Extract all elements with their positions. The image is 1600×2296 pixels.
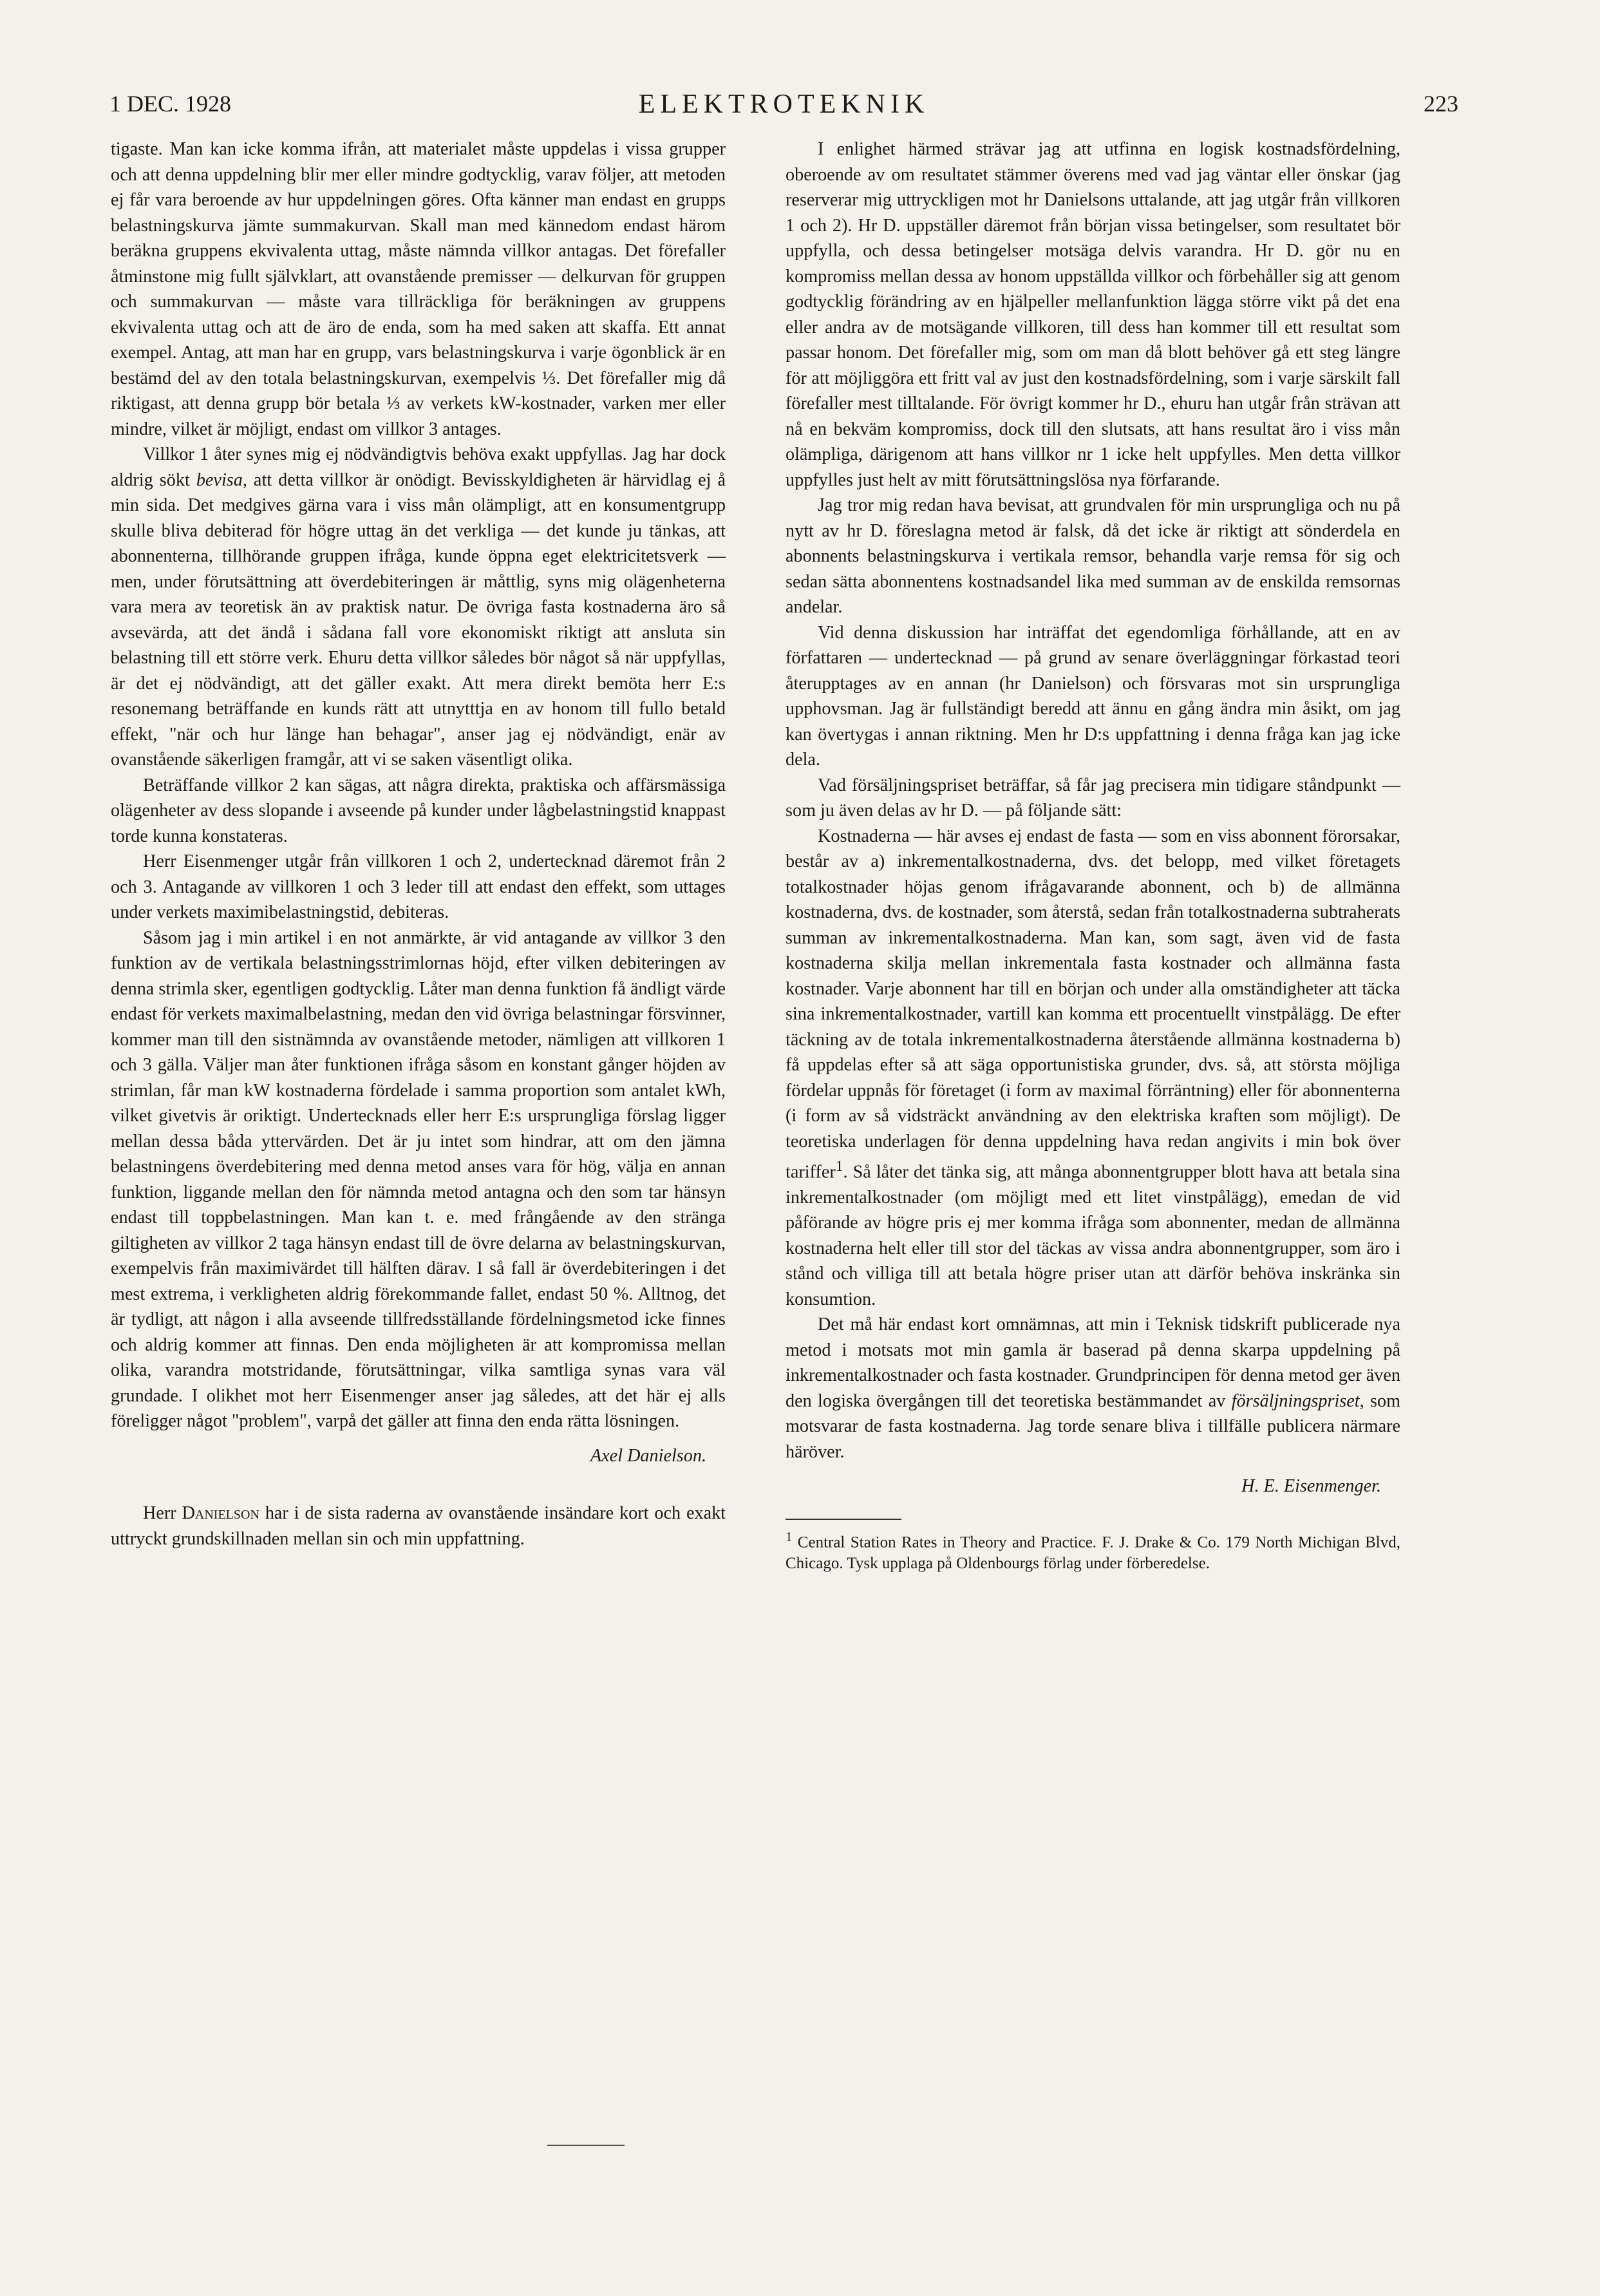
paragraph: [111, 442, 726, 773]
text-run: . Så låter det tänka sig, att många abonnentgrupper blott hava att betala sina inkrementalkostnader (om möjligt med ett litet vinstpålägg), emedan de vid påförande av högre pris ej mer komma ifråga som abonnenter, medan de allmänna kostnaderna helt eller till stor del täckas av vissa andra abonnentgrupper, som äro i stånd och villiga till att betala högre priser utan att därför behöva inskränka sin konsumtion.: [786, 1162, 1400, 1309]
paragraph: [111, 1501, 726, 1551]
footnote: [786, 1526, 1400, 1574]
text-run: Herr: [143, 1503, 182, 1523]
text-run: , som motsvarar de fasta kostnaderna. Jag torde senare bliva i tillfälle publicera närmare häröver.: [786, 1390, 1400, 1462]
text-run: Det må här endast kort omnämnas, att min i Teknisk tidskrift publicerade nya metod i motsats mot min gamla är baserad på denna skarpa uppdelning på inkrementalkostnader och fasta kostnader. Grundprincipen för denna metod ger även den logiska övergången till det teoretiska bestämmandet av: [786, 1314, 1400, 1411]
text-run: , att detta villkor är onödigt. Bevisskyldigheten är härvidlag ej å min sida. Det medgives gärna vara i viss mån olämpligt, att en konsumentgrupp skulle bliva debiterad för högre uttag än det verkliga — det kunde ju tänkas, att abonnenterna, tillhörande gruppen ifråga, kunde öppna eget elektricitetsverk — men, under förutsättning att överdebiteringen är måttlig, syns mig olägenheterna vara mera av teoretisk än av praktisk natur. De övriga fasta kostnaderna äro så avsevärda, att det ändå i sådana fall vore ekonomiskt riktigt att ansluta sin belastning till ett större verk. Ehuru detta villkor således bör något så när uppfyllas, är det ej nödvändigt, att det gäller exakt. Att mera direkt bemöta herr E:s resonemang beträffande en kunds rätt att utnytttja en av honom till fullo betald effekt, "när och hur länge han behagar", anser jag ej nödvändigt, enär av ovanstående säkerligen framgår, att vi se saken väsentligt olika.: [111, 470, 726, 770]
footnote-text: Central Station Rates in Theory and Practice. F. J. Drake & Co. 179 North Michigan Blvd, Chicago. Tysk upplaga på Oldenbourgs förlag under förberedelse.: [786, 1533, 1400, 1573]
paragraph: Herr Eisenmenger utgår från villkoren 1 och 2, undertecknad däremot från 2 och 3. Antagande av villkoren 1 och 3 leder till att endast den effekt, som uttages under verkets maximibelastningstid, debiteras.: [111, 851, 726, 922]
author-name: Danielson: [182, 1503, 259, 1523]
paragraph: [786, 824, 1400, 1313]
footnote-divider: [786, 1519, 901, 1520]
left-column: [111, 137, 726, 1551]
text-run: Kostnaderna — här avses ej endast de fasta — som en viss abonnent förorsakar, består av a) inkrementalkostnaderna, dvs. det belopp, med vilket företagets totalkostnader höjas genom ifrågavarande abonnent, och b) de allmänna kostnaderna, dvs. de kostnader, som återstå, sedan från totalkostnaderna subtraherats summan av inkrementalkostnaderna. Man kan, som sagt, även vid de fasta kostnaderna skilja mellan inkrementala fasta kostnader och allmänna fasta kostnader. Varje abonnent har till en början och under alla omständigheter att täcka sina inkrementalkostnader, vartill kan komma ett procentuellt vinstpålägg. De efter täckning av de totala inkrementalkostnaderna återstående allmänna kostnaderna b) få uppdelas efter så att säga opportunistiska grunder, dvs. så, att största möjliga fördelar uppnås för företaget (i form av maximal förräntning) eller för abonnenterna (i form av så vidsträckt användning av den elektriska kraften som möjligt). De teoretiska underlagen för denna uppdelning hava redan angivits i min bok över tariffer: [786, 826, 1400, 1182]
emphasis: försäljningspriset: [1231, 1390, 1360, 1411]
paragraph: Beträffande villkor 2 kan sägas, att några direkta, praktiska och affärsmässiga olägenheter av dess slopande i avseende på kunder under lågbelastningstid knappast torde kunna konstateras.: [111, 775, 726, 846]
signature: H. E. Eisenmenger.: [1241, 1476, 1381, 1497]
paragraph: I enlighet härmed strävar jag att utfinna en logisk kostnadsfördelning, oberoende av om resultatet stämmer överens med vad jag väntar eller önskar (jag reserverar mig uttryckligen mot hr Danielsons uttalande, att jag utgår från villkoren 1 och 2). Hr D. uppställer däremot från början vissa betingelser, som resultatet bör uppfylla, och dessa betingelser motsäga delvis varandra. Hr D. gör nu en kompromiss mellan dessa av honom uppställda villkor och förbehåller sig att genom godtycklig förändring av en hjälpeller mellanfunktion lägga större vikt på det ena eller andra av de motsägande villkoren, till dess han kommer till ett resultat som passar honom. Det förefaller mig, som om man då blott behöver gå ett steg längre för att möjliggöra ett fritt val av just den kostnadsfördelning, som i varje särskilt fall förefaller mest tilltalande. För övrigt kommer hr D., ehuru han utgår från strävan att nå en bekväm kompromiss, dock till den slutsats, att hans resultat äro i viss mån olämpliga, därigenom att hans villkor nr 1 icke helt uppfylles. Men detta villkor uppfylles just helt av mitt förutsättningslösa nya förfarande.: [786, 139, 1400, 490]
paragraph: [786, 1312, 1400, 1465]
signature: Axel Danielson.: [590, 1445, 706, 1466]
page-number: 223: [1424, 91, 1458, 117]
footnote-ref: 1: [835, 1158, 843, 1175]
text-run: har i de sista raderna av ovanstående insändare kort och exakt uttryckt grundskillnaden mellan sin och min uppfattning.: [111, 1503, 726, 1549]
page-header: [109, 84, 1458, 129]
text-run: Villkor 1 åter synes mig ej nödvändigtvis behöva exakt uppfyllas. Jag har dock aldrig sökt: [111, 444, 726, 490]
emphasis: bevisa: [196, 470, 243, 490]
paragraph: Jag tror mig redan hava bevisat, att grundvalen för min ursprungliga och nu på nytt av hr D. föreslagna metod är falsk, då det icke är riktigt att sönderdela en abonnents belastningskurva i vertikala remsor, behandla varje remsa för sig och sedan sätta abonnentens kostnadsandel lika med summan av de enskilda remsornas andelar.: [786, 495, 1400, 617]
paragraph: Vid denna diskussion har inträffat det egendomliga förhållande, att en av författaren — undertecknad — på grund av senare överläggningar förkastad teori återupptages av en annan (hr Danielson) och försvaras mot sin ursprungliga upphovsman. Jag är fullständigt beredd att ännu en gång ändra min åsikt, om jag kan övertygas i annan riktning. Men hr D:s uppfattning i denna fråga kan jag icke dela.: [786, 622, 1400, 770]
paragraph: tigaste. Man kan icke komma ifrån, att materialet måste uppdelas i vissa grupper och att denna uppdelning blir mer eller mindre godtycklig, varav följer, att metoden ej får vara beroende av hur uppdelningen göres. Ofta känner man endast en grupps belastningskurva jämte summakurvan. Skall man med kännedom endast härom beräkna gruppens ekvivalenta uttag, måste nämnda villkor antagas. Det förefaller åtminstone mig fullt självklart, att ovanstående premisser — delkurvan för gruppen och summakurvan — måste vara tillräckliga för beräkningen av gruppens ekvivalenta uttag och att de äro de enda, som ha med saken att skaffa. Ett annat exempel. Antag, att man har en grupp, vars belastningskurva i varje ögonblick är en bestämd del av den totala belastningskurvan, exempelvis ⅓. Det förefaller mig då riktigast, att denna grupp bör betala ⅓ av verkets kW-kostnader, varken mer eller mindre, vilket är möjligt, endast om villkor 3 antages.: [111, 139, 726, 439]
paragraph: Såsom jag i min artikel i en not anmärkte, är vid antagande av villkor 3 den funktion av de vertikala belastningsstrimlornas höjd, efter vilken debiteringen av denna strimla sker, egentligen godtycklig. Låter man denna funktion få ändligt värde endast för verkets maximalbelastning, medan den vid övriga belastningar försvinner, kommer man till den sistnämnda av ovanstående metoder, nämligen att villkoren 1 och 3 gälla. Väljer man åter funktionen ifråga såsom en konstant gånger höjden av strimlan, får man kW kostnaderna fördelade i samma proportion som antalet kWh, vilket givetvis är oriktigt. Undertecknads eller herr E:s ursprungliga förslag ligger mellan dessa båda yttervärden. Det är ju intet som hindrar, att om den jämna belastningens överdebitering med denna metod anses vara för hög, välja en annan funktion, liggande mellan den för nämnda metod antagna och den som tar hänsyn endast till toppbelastningen. Man kan t. e. med frångående av den stränga giltigheten av villkor 2 taga hänsyn endast till de övre delarna av belastningskurvan, exempelvis från maximivärdet till hälften därav. I så fall är överdebiteringen i det mest extrema, i verkligheten aldrig förekommande fallet, endast 50 %. Alltnog, det är tydligt, att någon i alla avseende tillfredsställande fördelningsmetod icke finnes och aldrig kommer att finnas. Den enda möjligheten är att kompromissa mellan olika, varandra motstridande, förutsättningar, vilka samtliga synas vara väl grundade. I olikhet mot herr Eisenmenger anser jag således, att det här ej alls föreligger något "problem", varpå det gäller att finna den enda rätta lösningen.: [111, 927, 726, 1431]
right-column: [786, 137, 1400, 1574]
issue-date: 1 DEC. 1928: [109, 91, 231, 117]
paragraph: Vad försäljningspriset beträffar, så får jag precisera min tidigare ståndpunkt — som ju även delas av hr D. — på följande sätt:: [786, 775, 1400, 821]
spacer: [111, 1475, 726, 1501]
journal-title: ELEKTROTEKNIK: [638, 90, 930, 119]
footnote-mark: 1: [786, 1528, 793, 1544]
end-rule: [547, 2145, 625, 2146]
